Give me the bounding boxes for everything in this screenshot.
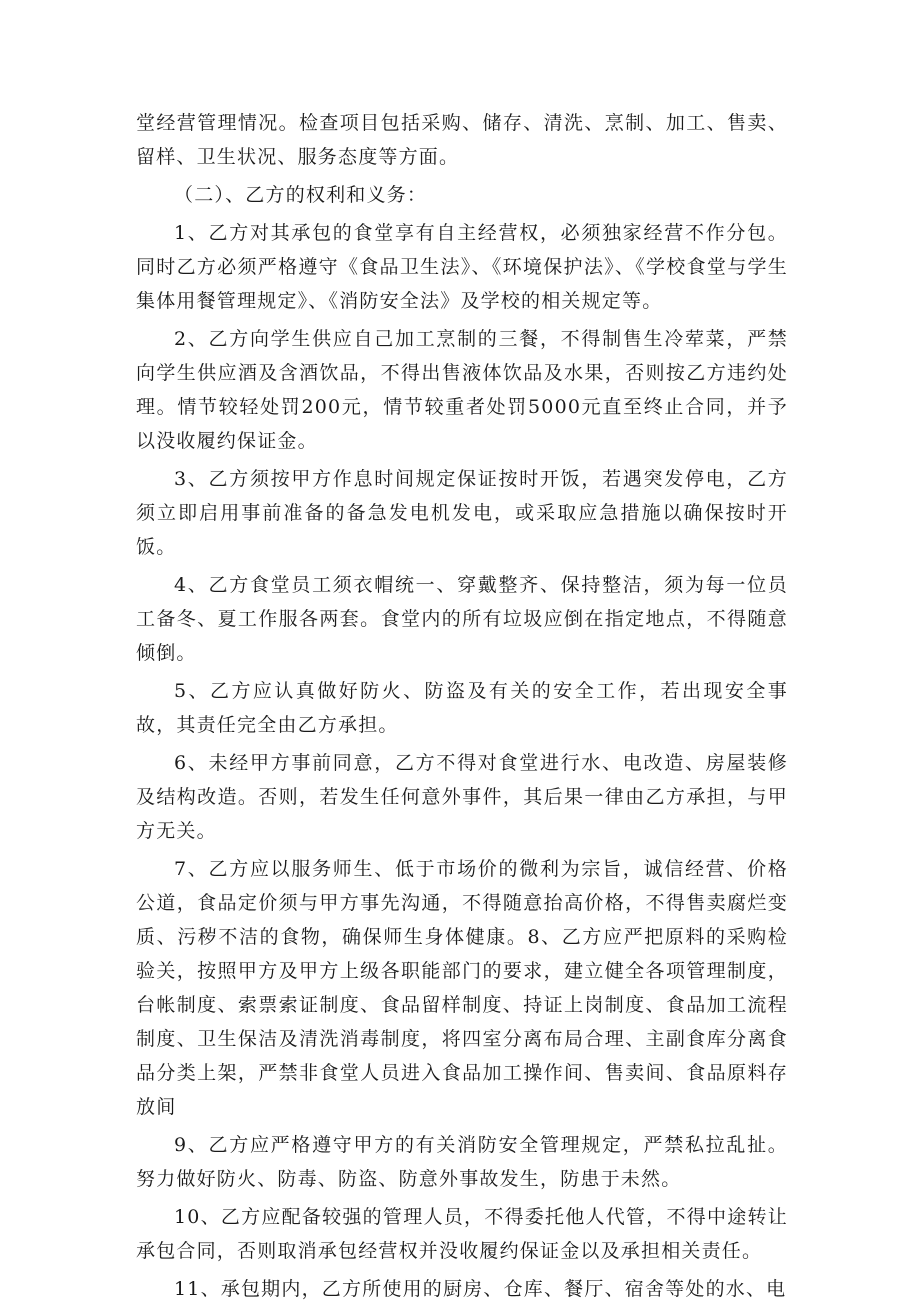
clause-4: 4、乙方食堂员工须衣帽统一、穿戴整齐、保持整洁，须为每一位员工备冬、夏工作服各两套。食堂内的所有垃圾应倒在指定地点，不得随意倾倒。	[136, 574, 788, 664]
section-heading-party-b-rights: （二）、乙方的权利和义务：	[174, 184, 428, 206]
clause-6: 6、未经甲方事前同意，乙方不得对食堂进行水、电改造、房屋装修及结构改造。否则，若发生任何意外事件，其后果一律由乙方承担，与甲方无关。	[136, 752, 788, 842]
clause-7-8: 7、乙方应以服务师生、低于市场价的微利为宗旨，诚信经营、价格公道，食品定价须与甲方事先沟通，不得随意抬高价格，不得售卖腐烂变质、污秽不洁的食物，确保师生身体健康。8、乙方应严把原料的采购检验关，按照甲方及甲方上级各职能部门的要求，建立健全各项管理制度，台帐制度、索票索证制度、食品留样制度、持证上岗制度、食品加工流程制度、卫生保洁及清洗消毒制度，将四室分离布局合理、主副食库分离食品分类上架，严禁非食堂人员进入食品加工操作间、售卖间、食品原料存放间	[136, 858, 788, 1118]
clause-5: 5、乙方应认真做好防火、防盗及有关的安全工作，若出现安全事故，其责任完全由乙方承担。	[136, 680, 788, 736]
clause-11: 11、承包期内，乙方所使用的厨房、仓库、餐厅、宿舍等处的水、电	[174, 1278, 787, 1300]
clause-10: 10、乙方应配备较强的管理人员，不得委托他人代管，不得中途转让承包合同，否则取消承包经营权并没收履约保证金以及承担相关责任。	[136, 1206, 788, 1262]
clause-1: 1、乙方对其承包的食堂享有自主经营权，必须独家经营不作分包。同时乙方必须严格遵守《食品卫生法》、《环境保护法》、《学校食堂与学生集体用餐管理规定》、《消防安全法》及学校的相关规定等。	[136, 222, 788, 312]
paragraph-continuation: 堂经营管理情况。检查项目包括采购、储存、清洗、烹制、加工、售卖、留样、卫生状况、服务态度等方面。	[136, 112, 788, 168]
clause-3: 3、乙方须按甲方作息时间规定保证按时开饭，若遇突发停电，乙方须立即启用事前准备的备急发电机发电，或采取应急措施以确保按时开饭。	[136, 468, 788, 558]
document-body	[136, 106, 788, 1306]
clause-9: 9、乙方应严格遵守甲方的有关消防安全管理规定，严禁私拉乱扯。努力做好防火、防毒、防盗、防意外事故发生，防患于未然。	[136, 1134, 788, 1190]
clause-2: 2、乙方向学生供应自己加工烹制的三餐，不得制售生冷荤菜，严禁向学生供应酒及含酒饮品，不得出售液体饮品及水果，否则按乙方违约处理。情节较轻处罚200元，情节较重者处罚5000元直至终止合同，并予以没收履约保证金。	[136, 328, 788, 452]
